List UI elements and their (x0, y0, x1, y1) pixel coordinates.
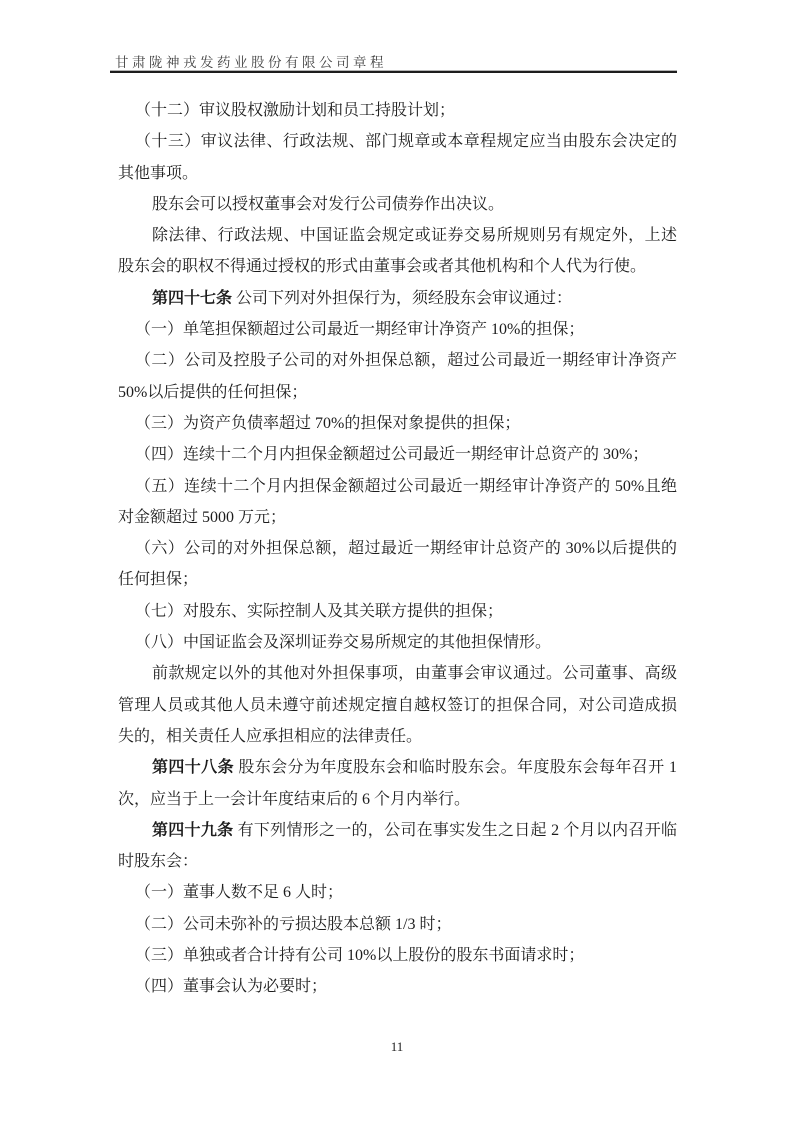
paragraph (118, 877, 677, 908)
paragraph-text: 前款规定以外的其他对外担保事项，由董事会审议通过。公司董事、高级管理人员或其他人员未遵守前述规定擅自越权签订的担保合同，对公司造成损失的，相关责任人应承担相应的法律责任。 (118, 665, 677, 745)
header-divider (110, 70, 677, 73)
article-number: 第四十八条 (152, 759, 234, 777)
paragraph (118, 345, 677, 408)
paragraph (118, 971, 677, 1002)
paragraph-text: 有下列情形之一的，公司在事实发生之日起 2 个月以内召开临时股东会： (118, 821, 677, 871)
paragraph (118, 283, 677, 314)
paragraph-text: 股东会可以授权董事会对发行公司债券作出决议。 (152, 195, 505, 213)
paragraph (118, 596, 677, 627)
article-number: 第四十七条 (152, 289, 233, 307)
paragraph-text: 股东会分为年度股东会和临时股东会。年度股东会每年召开 1 次，应当于上一会计年度结束后的 6 个月内举行。 (118, 759, 677, 808)
paragraph (118, 408, 677, 439)
paragraph (118, 95, 677, 126)
paragraph-text: （六）公司的对外担保总额，超过最近一期经审计总资产的 30%以后提供的任何担保； (118, 540, 677, 589)
paragraph-text: （二）公司及控股子公司的对外担保总额，超过公司最近一期经审计净资产 50%以后提供的任何担保； (118, 352, 677, 401)
paragraph (118, 126, 677, 189)
paragraph-text: （五）连续十二个月内担保金额超过公司最近一期经审计净资产的 50%且绝对金额超过 5000 万元； (118, 477, 677, 526)
paragraph-text: （十三）审议法律、行政法规、部门规章或本章程规定应当由股东会决定的其他事项。 (118, 133, 677, 182)
paragraph-text: （一）董事人数不足 6 人时； (135, 884, 344, 902)
article-number: 第四十九条 (152, 821, 234, 839)
paragraph-text: （十二）审议股权激励计划和员工持股计划； (135, 102, 456, 119)
paragraph (118, 752, 677, 815)
document-body (118, 95, 677, 1003)
page-number: 11 (390, 1039, 404, 1054)
page-header-title: 甘肃陇神戎发药业股份有限公司章程 (115, 55, 387, 70)
paragraph (118, 909, 677, 940)
paragraph (118, 439, 677, 470)
paragraph-text: （四）董事会认为必要时； (135, 978, 328, 996)
paragraph-text: （二）公司未弥补的亏损达股本总额 1/3 时； (135, 915, 452, 933)
paragraph (118, 471, 677, 534)
paragraph (118, 815, 677, 878)
paragraph-text: （三）单独或者合计持有公司 10%以上股份的股东书面请求时； (135, 947, 585, 965)
paragraph-text: （一）单笔担保额超过公司最近一期经审计净资产 10%的担保； (135, 321, 585, 339)
paragraph-text: 公司下列对外担保行为，须经股东会审议通过： (232, 289, 573, 307)
paragraph (118, 314, 677, 345)
paragraph-text: （八）中国证监会及深圳证券交易所规定的其他担保情形。 (135, 634, 552, 652)
paragraph (118, 189, 677, 220)
paragraph-text: （三）为资产负债率超过 70%的担保对象提供的担保； (135, 414, 521, 432)
paragraph (118, 940, 677, 971)
paragraph-text: （七）对股东、实际控制人及其关联方提供的担保； (135, 602, 504, 620)
paragraph-text: （四）连续十二个月内担保金额超过公司最近一期经审计总资产的 30%； (135, 446, 649, 464)
paragraph-text: 除法律、行政法规、中国证监会规定或证券交易所规则另有规定外，上述股东会的职权不得通过授权的形式由董事会或者其他机构和个人代为行使。 (118, 227, 677, 276)
paragraph (118, 220, 677, 283)
paragraph (118, 658, 677, 752)
paragraph (118, 627, 677, 658)
paragraph (118, 533, 677, 596)
